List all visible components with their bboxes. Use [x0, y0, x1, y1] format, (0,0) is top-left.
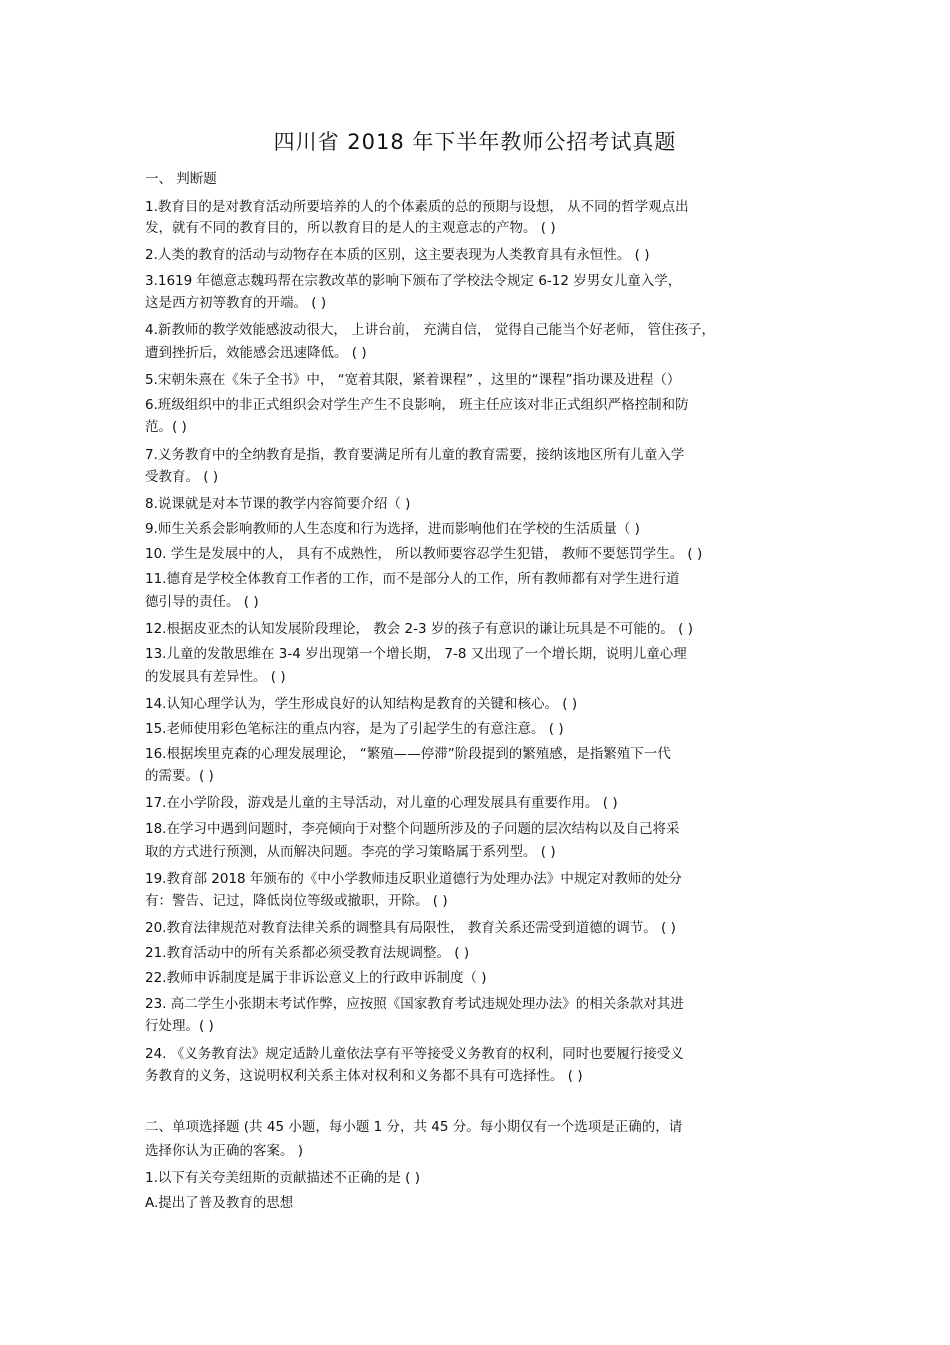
question-line: 这是西方初等教育的开端。 ( ): [145, 295, 327, 311]
question-line: 遭到挫折后，效能感会迅速降低。 ( ): [145, 345, 367, 361]
question-line: 14.认知心理学认为，学生形成良好的认知结构是教育的关键和核心。 ( ): [145, 696, 578, 712]
question-line: 10. 学生是发展中的人， 具有不成熟性， 所以教师要容忍学生犯错， 教师不要惩罚学生。 ( ): [145, 546, 703, 562]
question-line: 20.教育法律规范对教育法律关系的调整具有局限性， 教育关系还需受到道德的调节。 ( ): [145, 920, 676, 936]
question-line: 德引导的责任。 ( ): [145, 594, 259, 610]
question-line: 发，就有不同的教育目的，所以教育目的是人的主观意志的产物。 ( ): [145, 220, 556, 236]
question-line: 行处理。( ): [145, 1018, 214, 1034]
question-line: 范。( ): [145, 419, 187, 435]
document-title: 四川省 2018 年下半年教师公招考试真题: [273, 130, 677, 154]
question-line: 12.根据皮亚杰的认知发展阶段理论， 教会 2-3 岁的孩子有意识的谦让玩具是不可能的。 ( ): [145, 621, 694, 637]
question-line: 的需要。( ): [145, 768, 214, 784]
question-line: 21.教育活动中的所有关系都必须受教育法规调整。 ( ): [145, 945, 470, 961]
question-line: 有：警告、记过，降低岗位等级或撤职，开除。 ( ): [145, 893, 448, 909]
question-line: 24. 《义务教育法》规定适龄儿童依法享有平等接受义务教育的权利，同时也要履行接受义: [145, 1046, 684, 1062]
section-heading-judgement: 一、 判断题: [145, 171, 217, 187]
question-line: 取的方式进行预测，从而解决问题。李亮的学习策略属于系列型。 ( ): [145, 844, 556, 860]
question-line: 的发展具有差异性。 ( ): [145, 669, 286, 685]
question-line: 22.教师申诉制度是属于非诉讼意义上的行政申诉制度（ ): [145, 970, 487, 986]
question-line: 3.1619 年德意志魏玛帮在宗教改革的影响下颁布了学校法令规定 6-12 岁男女儿童入学，: [145, 273, 682, 289]
question-line: 选择你认为正确的客案。 ): [145, 1143, 304, 1159]
question-line: 15.老师使用彩色笔标注的重点内容，是为了引起学生的有意注意。 ( ): [145, 721, 564, 737]
question-line: 7.义务教育中的全纳教育是指，教育要满足所有儿童的教育需要，接纳该地区所有儿童入学: [145, 447, 685, 463]
section-heading-single-choice: 二、单项选择题 (共 45 小题，每小题 1 分，共 45 分。每小期仅有一个选项是正确的，请: [145, 1119, 683, 1135]
question-line: 6.班级组织中的非正式组织会对学生产生不良影响， 班主任应该对非正式组织严格控制和防: [145, 397, 689, 413]
question-line: 5.宋朝朱熹在《朱子全书》中， “宽着其限，紧着课程” ，这里的“课程”指功课及进程（）: [145, 372, 681, 388]
question-line: 4.新教师的教学效能感波动很大， 上讲台前， 充满自信， 觉得自己能当个好老师， 管住孩子，: [145, 322, 716, 338]
question-line: 受教育。 ( ): [145, 469, 219, 485]
question-line: 1.以下有关夸美纽斯的贡献描述不正确的是 ( ): [145, 1170, 420, 1186]
question-line: 8.说课就是对本节课的教学内容简要介绍（ ): [145, 496, 411, 512]
answer-option: A.提出了普及教育的思想: [145, 1195, 294, 1211]
question-line: 9.师生关系会影响教师的人生态度和行为选择，进而影响他们在学校的生活质量（ ): [145, 521, 640, 537]
question-line: 2.人类的教育的活动与动物存在本质的区别，这主要表现为人类教育具有永恒性。 ( ): [145, 247, 650, 263]
question-line: 1.教育目的是对教育活动所要培养的人的个体素质的总的预期与设想， 从不同的哲学观点出: [145, 199, 689, 215]
question-line: 18.在学习中遇到问题时，李亮倾向于对整个问题所涉及的子问题的层次结构以及自己将采: [145, 821, 680, 837]
question-line: 19.教育部 2018 年颁布的《中小学教师违反职业道德行为处理办法》中规定对教师的处分: [145, 871, 682, 887]
question-line: 务教育的义务，这说明权利关系主体对权利和义务都不具有可选择性。 ( ): [145, 1068, 583, 1084]
question-line: 23. 高二学生小张期末考试作弊，应按照《国家教育考试违规处理办法》的相关条款对其进: [145, 996, 684, 1012]
question-line: 13.儿童的发散思维在 3-4 岁出现第一个增长期， 7-8 又出现了一个增长期，说明儿童心理: [145, 646, 687, 662]
question-line: 11.德育是学校全体教育工作者的工作，而不是部分人的工作，所有教师都有对学生进行道: [145, 571, 680, 587]
question-line: 17.在小学阶段，游戏是儿童的主导活动，对儿童的心理发展具有重要作用。 ( ): [145, 795, 618, 811]
question-line: 16.根据埃里克森的心理发展理论， “繁殖——停滞”阶段提到的繁殖感，是指繁殖下一代: [145, 746, 671, 762]
